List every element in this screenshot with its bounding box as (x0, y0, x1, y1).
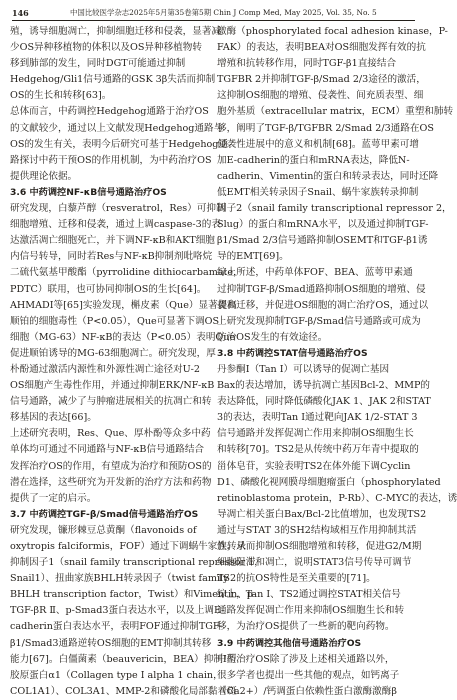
right-text-line: 3的表达，表明Tan Ⅰ通过靶向JAK 1/2-STAT 3 (217, 412, 418, 424)
left-text-line: 上述研究表明，Res、Que、厚朴酚等众多中药 (10, 428, 211, 440)
right-text-line: 和转移[70]。TS2是从传统中药万年青中提取的 (217, 444, 419, 456)
right-text-line: 综上所述，中药单体FOF、BEA、蓝萼甲素通 (217, 267, 413, 279)
right-text-line: 信号通路并发挥促凋亡作用来抑制OS细胞生长 (217, 428, 414, 440)
right-text-line: 移，阐明了TGF-β/TGFBR 2/Smad 2/3通路在OS (217, 122, 434, 134)
right-text-line: D1、磷酸化视网膜母细胞瘤蛋白（phosphorylated (217, 476, 441, 488)
left-text-line: 单体均可通过不同通路与NF-κB信号通路结合 (10, 444, 205, 456)
left-text-line: 促进顺铂诱导的MG-63细胞凋亡。研究发现，厚 (10, 347, 216, 359)
right-text-line: 甾体皂苷，实验表明TS2在体外能下调Cyclin (217, 460, 411, 472)
left-text-line: oxytropis falciformis，FOF）通过下调蜗牛家族转录 (10, 541, 247, 552)
right-text-line: 加E-cadherin的蛋白和mRNA表达，降低N- (217, 154, 410, 166)
left-text-line: 内信号转导，同时若Res与NF-κB抑制剂吡咯烷 (10, 251, 213, 263)
right-column (217, 24, 457, 700)
right-text-line: 通过与STAT 3的SH2结构域相互作用抑制其活 (217, 524, 417, 536)
right-text-line: 中药治疗OS除了涉及上述相关通路以外， (217, 653, 395, 665)
right-text-line: 性，从而抑制OS细胞增殖和转移，促进G2/M期 (217, 541, 422, 552)
right-text-line: 侵袭性进展中的意义和机制[68]。蓝萼甲素可增 (217, 138, 419, 150)
right-text-line: FAK）的表达，表明BEA对OS细胞发挥有效的抗 (217, 42, 426, 54)
right-text-line: 丹参酮Ⅰ（Tan Ⅰ）可以诱导的促凋亡基因 (217, 363, 390, 375)
right-text-line: TS2的抗OS特性是至关重要的[71]。 (217, 573, 376, 585)
right-text-line: 过抑制TGF-β/Smad通路抑制OS细胞的增殖、侵 (217, 283, 426, 295)
left-text-line: 少OS异种移植物的体积以及OS异种移植物转 (10, 42, 202, 54)
left-text-line: Hedgehog/Gli1信号通路的GSK 3β失活而抑制 (10, 74, 216, 86)
right-text-line: 这抑制OS细胞的增殖、侵袭性、间充质表型、细 (217, 90, 424, 102)
right-text-line: 导的EMT[69]。 (217, 251, 289, 263)
left-text-line: Snail1）、扭曲家族BHLH转录因子（twist family (10, 573, 229, 585)
left-text-line: 提供了一定的启示。 (10, 492, 97, 504)
left-text-line: 朴酚通过激活内源性和外源性凋亡途径对U-2 (10, 363, 200, 375)
right-text-line: Bax的表达增加，诱导抗凋亡基因Bcl-2、MMP的 (217, 380, 431, 392)
left-text-line: β1/Smad3通路逆转OS细胞的EMT抑制其转移 (10, 637, 212, 649)
left-text-line: 潜在选择，这些研究为开发新的治疗方法和药物 (10, 476, 212, 488)
left-text-line: OS的生长和转移[63]。 (10, 90, 112, 102)
right-text-line: 综上，Tan Ⅰ、TS2通过调控STAT相关信号 (217, 589, 401, 601)
left-text-line: 抑制因子1（snail family transcriptional repressor 1， (10, 557, 264, 569)
left-text-line: 发挥治疗OS的作用，有望成为治疗和预防OS的 (10, 460, 212, 472)
right-section-heading: 3.8 中药调控STAT信号通路治疗OS (217, 347, 368, 359)
left-text-line: TGF-βR Ⅱ、p-Smad3蛋白表达水平，以及上调E- (10, 605, 225, 617)
left-text-line: 移基因的表达[66]。 (10, 412, 97, 424)
left-text-line: 细胞增殖、迁移和侵袭，通过上调caspase-3的表 (10, 219, 221, 231)
right-text-line: 增殖和抗转移作用，同时TGF-β1直接结合 (217, 58, 397, 70)
right-text-line: 表达降低，同时降低磷酸化JAK 1、JAK 2和STAT (217, 396, 431, 408)
right-text-line: （Ca2+）/钙调蛋白依赖性蛋白激酶激酶β (217, 685, 397, 697)
left-text-line: 达激活凋亡细胞死亡，并下调NF-κB和AKT细胞 (10, 235, 215, 247)
left-text-line: 路探讨中药干预OS的作用机制，为中药治疗OS (10, 154, 212, 166)
left-text-line: 的文献较少，通过以上文献发现Hedgehog通路与 (10, 122, 224, 134)
left-text-line: PDTC）联用，也可协同抑制OS的生长[64]。 (10, 283, 207, 295)
right-text-line: 袭和迁移，并促进OS细胞的凋亡治疗OS，通过以 (217, 299, 429, 311)
left-text-line: 二硫代氨基甲酸酯（pyrrolidine dithiocarbamate， (10, 267, 243, 279)
left-text-line: OS的发生有关，表明今后研究可基于Hedgehog通 (10, 138, 229, 150)
left-text-line: 顺铂的细胞毒性（P<0.05），Que可显著下调OS (10, 315, 220, 327)
left-text-line: 移到肺部的发生，同时DGT可能通过抑制 (10, 58, 186, 70)
right-text-line: Slug）的蛋白和mRNA水平，以及通过抑制TGF- (217, 219, 429, 231)
right-text-line: 细胞阻滞和凋亡，说明STAT3信号传导可调节 (217, 557, 412, 569)
right-text-line: β1/Smad 2/3信号通路抑制OSEMT和TGF-β1诱 (217, 235, 428, 247)
left-text-line: 总体而言，中药调控Hedgehog通路于治疗OS (10, 106, 209, 118)
left-section-heading: 3.7 中药调控TGF-β/Smad信号通路治疗OS (10, 508, 199, 520)
right-text-line: 通路发挥促凋亡作用来抑制OS细胞生长和转 (217, 605, 405, 617)
left-text-line: BHLH transcription factor，Twist）和Vimentin、p- (10, 589, 257, 601)
left-text-line: 胶原蛋白α1（Collagen type Ⅰ alpha 1 chain， (10, 669, 223, 681)
left-text-line: 信号通路，减少了与肿瘤进展相关的抗凋亡和转 (10, 396, 212, 408)
right-text-line: 因子2（snail family transcriptional repressor 2， (217, 203, 452, 215)
right-text-line: 导凋亡相关蛋白Bax/Bcl-2比值增加，也发现TS2 (217, 508, 427, 520)
left-text-line: AHMADI等[65]实验发现，槲皮素（Que）显著提高 (10, 299, 237, 311)
left-text-line: 提供理论依据。 (10, 170, 78, 182)
left-text-line: 研究发现，镰形棘豆总黄酮（flavonoids of (10, 524, 197, 536)
right-text-line: TGFBR 2并抑制TGF-β/Smad 2/3途径的激活， (217, 74, 426, 86)
journal-citation: 中国比较医学杂志2025年5月第35卷第5期 Chin J Comp Med, May 2025, Vol. 35, No. 5 (70, 8, 377, 17)
right-section-heading: 3.9 中药调控其他信号通路治疗OS (217, 637, 362, 649)
right-text-line: 胞外基质（extracellular matrix，ECM）重塑和肺转 (217, 106, 454, 118)
left-text-line: cadherin蛋白表达水平，表明FOF通过抑制TGF- (10, 621, 223, 633)
right-text-line: 低EMT相关转录因子Snail、蜗牛家族转录抑制 (217, 186, 419, 198)
right-text-line: 激酶（phosphorylated focal adhesion kinase，P- (217, 26, 448, 37)
header-rule (12, 20, 415, 21)
right-text-line: cadherin、Vimentin的蛋白和转录表达，同时还降 (217, 170, 439, 182)
running-header (12, 7, 415, 19)
left-text-line: 研究发现，白藜芦醇（resveratrol，Res）可抑制 (10, 203, 226, 215)
right-text-line: 上研究发现抑制TGF-β/Smad信号通路或可成为 (217, 315, 421, 327)
left-section-heading: 3.6 中药调控NF-κB信号通路治疗OS (10, 186, 167, 198)
right-text-line: retinoblastoma protein，P-Rb）、C-MYC的表达，诱 (217, 492, 457, 504)
right-text-line: 防治OS发生的有效途径。 (217, 331, 328, 343)
right-text-line: 移，为治疗OS提供了一些新的靶向药物。 (217, 621, 395, 633)
page-number: 146 (12, 8, 29, 18)
left-text-line: 殖，诱导细胞凋亡，抑制细胞迁移和侵袭，显著减 (10, 26, 222, 37)
left-text-line: OS细胞产生毒性作用，并通过抑制ERK/NF-κB (10, 380, 215, 392)
right-text-line: 很多学者也提出一些其他的观点，如钙离子 (217, 669, 400, 681)
left-text-line: 细胞（MG-63）NF-κB的表达（P<0.05）表明Que (10, 331, 236, 343)
left-text-line: COL1A1）、COL3A1、MMP-2和磷酸化局部黏着斑 (10, 685, 237, 697)
left-text-line: 能力[67]。白僵菌素（beauvericin，BEA）抑制Ⅰ型 (10, 653, 237, 665)
